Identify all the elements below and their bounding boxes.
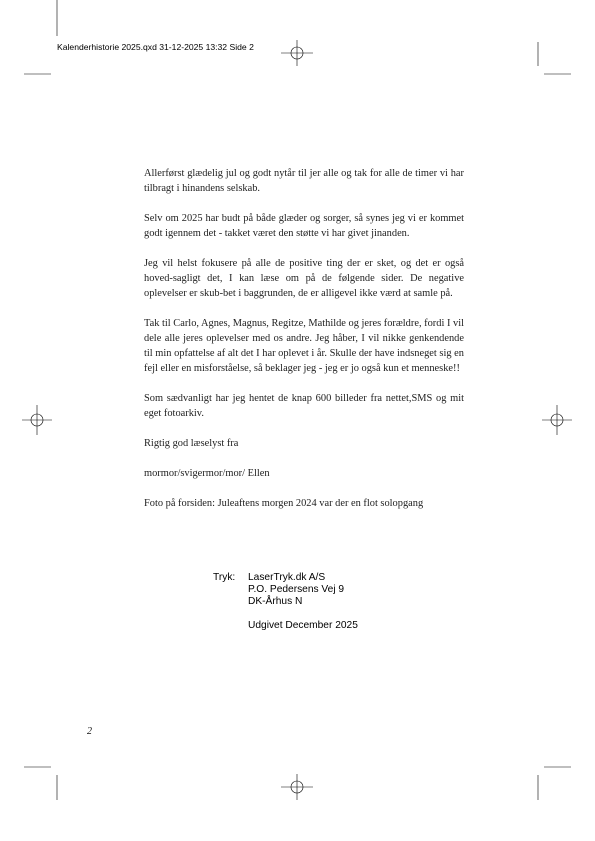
- paragraph-focus: Jeg vil helst fokusere på alle de positive ting der er sket, og det er også hoved-sagligt det, I kan læse om på de følgende sider. De negative oplevelser er skub-bet i baggrunden, de er alligevel ikke værd at samle på.: [144, 258, 464, 299]
- registration-mark-bottom: [281, 774, 313, 800]
- colophon-label: Tryk:: [213, 572, 236, 583]
- page-number: 2: [87, 726, 92, 737]
- print-slug: Kalenderhistorie 2025.qxd 31-12-2025 13:32 Side 2: [57, 42, 254, 52]
- colophon-printer: LaserTryk.dk A/S: [248, 572, 326, 583]
- colophon-published: Udgivet December 2025: [248, 620, 358, 631]
- paragraph-thanks: Tak til Carlo, Agnes, Magnus, Regitze, Mathilde og jeres forældre, fordi I vil dele alle jeres oplevelser med os andre. Jeg håber, I vil nikke genkendende til min opfattelse af alt det I har oplevet i år. Skulle der have indsneget sig en fejl eller en misforståelse, så beklager jeg - jeg er jo også kun et menneske!!: [144, 318, 464, 374]
- paragraph-photos: Som sædvanligt har jeg hentet de knap 600 billeder fra nettet,SMS og mit eget fotoarkiv.: [144, 393, 464, 419]
- paragraph-greeting: Allerførst glædelig jul og godt nytår til jer alle og tak for alle de timer vi har tilbragt i hinandens selskab.: [144, 168, 464, 194]
- registration-mark-right: [542, 405, 572, 435]
- colophon-address: P.O. Pedersens Vej 9: [248, 584, 345, 595]
- body-text: [144, 166, 464, 526]
- paragraph-cover-photo-note: Foto på forsiden: Juleaftens morgen 2024 var der en flot solopgang: [144, 498, 424, 509]
- colophon-city: DK-Århus N: [248, 596, 303, 607]
- registration-mark-top: [281, 40, 313, 66]
- paragraph-signature: mormor/svigermor/mor/ Ellen: [144, 468, 270, 479]
- colophon: [213, 572, 358, 632]
- paragraph-year-summary: Selv om 2025 har budt på både glæder og sorger, så synes jeg vi er kommet godt igennem det - takket været den støtte vi har givet jinanden.: [144, 213, 464, 239]
- registration-mark-left: [22, 405, 52, 435]
- paragraph-closing: Rigtig god læselyst fra: [144, 438, 239, 449]
